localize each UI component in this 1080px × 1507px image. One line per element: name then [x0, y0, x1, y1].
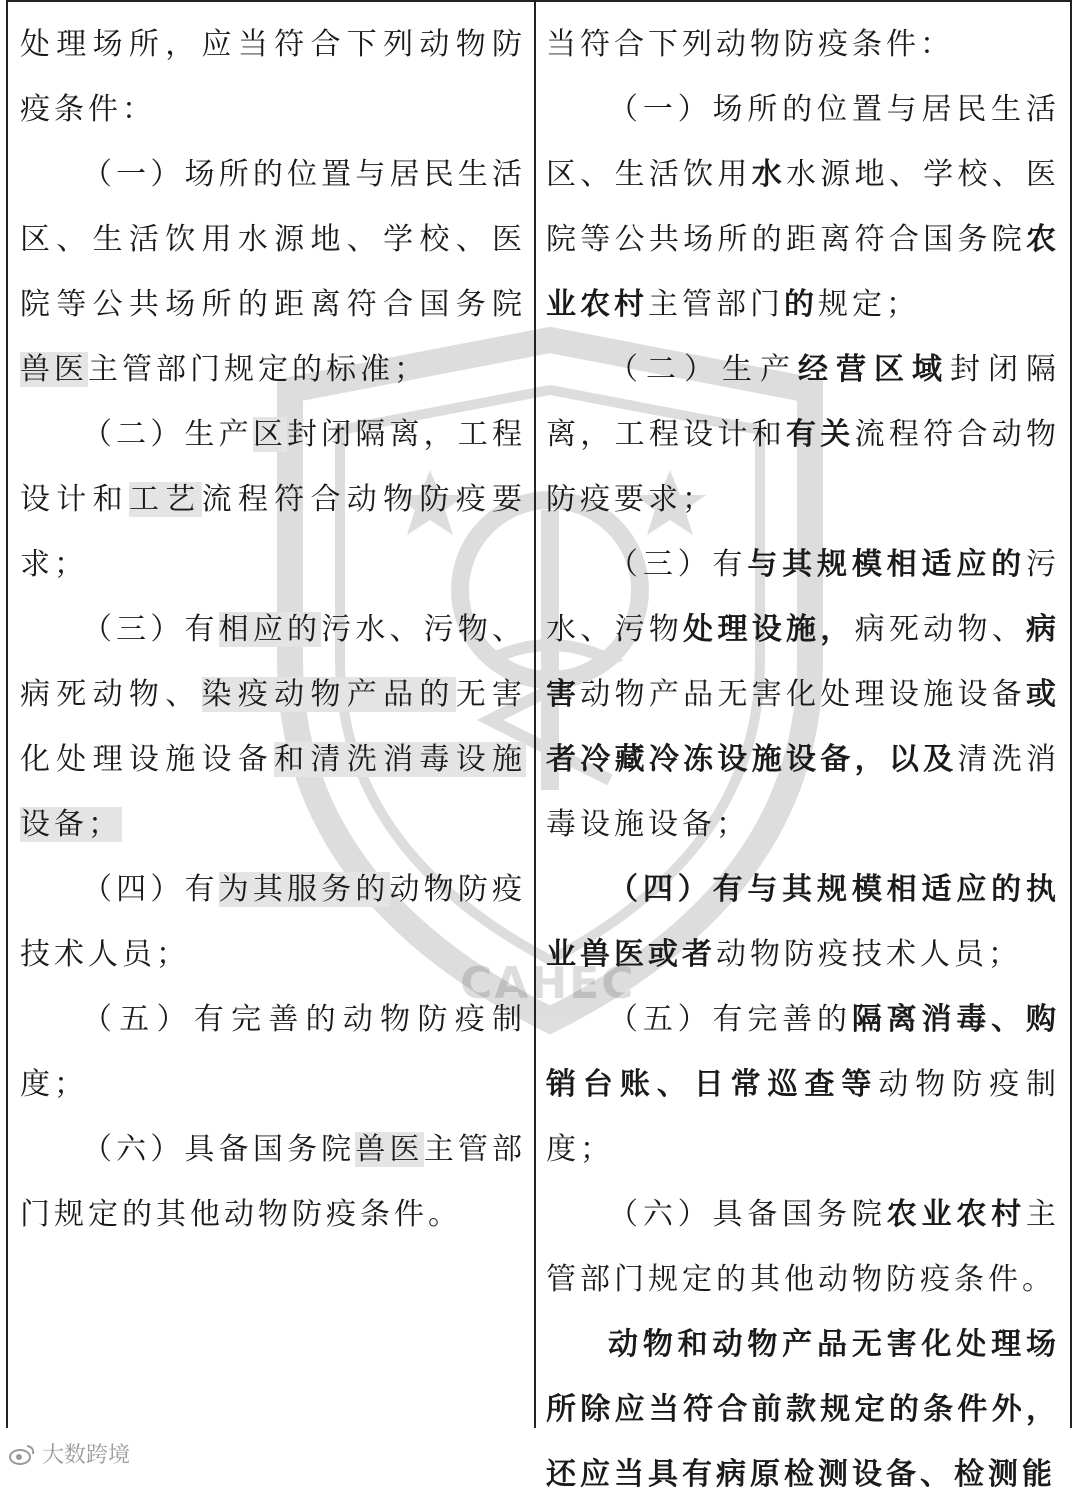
footer-text: 大数跨境	[42, 1443, 131, 1468]
left-paragraph-4: （三）有相应的污水、污物、病死动物、染疫动物产品的无害化处理设施设备和清洗消毒设施设备；	[20, 612, 527, 842]
watermark-text: CAHEC	[460, 958, 636, 1009]
left-column-old-text	[8, 2, 536, 1428]
right-column-new-text	[536, 2, 1070, 1492]
right-paragraph-3: （二）生产经营区域封闭隔离，工程设计和有关流程符合动物防疫要求；	[546, 352, 1061, 517]
left-paragraph-7: （六）具备国务院兽医主管部门规定的其他动物防疫条件。	[20, 1132, 527, 1232]
weibo-icon	[8, 1443, 36, 1465]
right-paragraph-8: 动物和动物产品无害化处理场所除应当符合前款规定的条件外，还应当具有病原检测设备、检测能	[546, 1327, 1060, 1492]
right-paragraph-4: （三）有与其规模相适应的污水、污物处理设施，病死动物、病害动物产品无害化处理设施设备或者冷藏冷冻设施设备，以及清洗消毒设施设备；	[546, 547, 1061, 842]
right-paragraph-1: 当符合下列动物防疫条件：	[546, 27, 954, 62]
right-paragraph-5: （四）有与其规模相适应的执业兽医或者动物防疫技术人员；	[546, 872, 1060, 972]
left-paragraph-5: （四）有为其服务的动物防疫技术人员；	[20, 872, 527, 972]
footer-watermark	[8, 1438, 130, 1469]
left-paragraph-3: （二）生产区封闭隔离，工程设计和工艺流程符合动物防疫要求；	[20, 417, 527, 582]
right-paragraph-2: （一）场所的位置与居民生活区、生活饮用水水源地、学校、医院等公共场所的距离符合国务院农业农村主管部门的规定；	[546, 92, 1061, 322]
right-paragraph-7: （六）具备国务院农业农村主管部门规定的其他动物防疫条件。	[546, 1197, 1061, 1297]
left-paragraph-1: 处理场所，应当符合下列动物防疫条件：	[20, 27, 526, 127]
left-paragraph-6: （五）有完善的动物防疫制度；	[20, 1002, 526, 1102]
left-paragraph-2: （一）场所的位置与居民生活区、生活饮用水源地、学校、医院等公共场所的距离符合国务院兽医主管部门规定的标准；	[20, 157, 526, 387]
right-paragraph-6: （五）有完善的隔离消毒、购销台账、日常巡查等动物防疫制度；	[546, 1002, 1061, 1167]
